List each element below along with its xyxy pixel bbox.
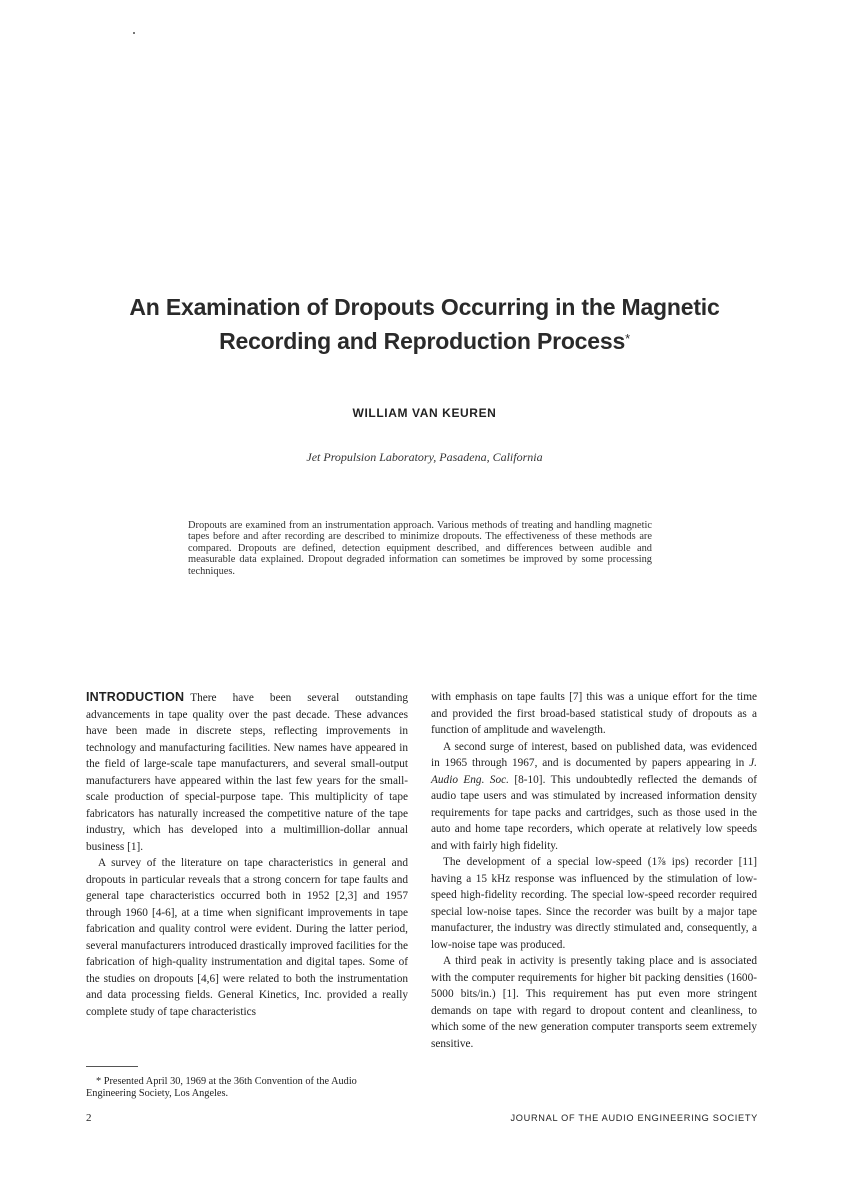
paragraph-1-text: There have been several outstanding advancements in tape quality over the past decade. These advances have been made in discrete steps, reflecting improvements in technology and manufacturing facilities. New names have appeared in the field of large-scale tape manufacturers, and several small-output manufacturers have appeared within the last few years for the small-scale production of special-purpose tape. This multiplicity of tape fabricators has naturally increased the competitive nature of the tape industry, which has developed into a multimillion-dollar annual business [1]. bbox=[86, 692, 408, 853]
journal-citation: J. Audio Eng. Soc. bbox=[431, 757, 757, 786]
footnote: * Presented April 30, 1969 at the 36th Convention of the Audio Engineering Society, Los Angeles. bbox=[86, 1076, 357, 1099]
author-name: WILLIAM VAN KEUREN bbox=[352, 406, 497, 420]
scan-speck bbox=[133, 32, 135, 34]
page-number: 2 bbox=[86, 1112, 92, 1124]
paragraph-6: A third peak in activity is presently taking place and is associated with the computer requirements for higher bit packing densities (1600-5000 bits/in.) [1]. This requirement has put even more stringent demands on tape with regard to dropout content and cleanliness, to which some of the new generation computer transports seem extremely sensitive. bbox=[431, 955, 757, 1050]
abstract: Dropouts are examined from an instrumentation approach. Various methods of treating and handling magnetic tapes before and after recording are described to minimize dropouts. The effectiveness of these methods are compared. Dropouts are defined, detection equipment described, and differences between audible and measurable data explained. Dropout degraded information can sometimes be improved by some processing techniques. bbox=[188, 520, 652, 577]
title-line-1: An Examination of Dropouts Occurring in the Magnetic bbox=[129, 294, 720, 320]
body-column-left bbox=[86, 689, 408, 1020]
paragraph-4 bbox=[431, 739, 757, 855]
paper-title bbox=[40, 290, 809, 358]
paragraph-3: with emphasis on tape faults [7] this was a unique effort for the time and provided the first broad-based statistical study of dropouts as a function of amplitude and wavelength. bbox=[431, 691, 757, 736]
title-footnote-mark: * bbox=[625, 331, 630, 346]
footnote-rule bbox=[86, 1066, 138, 1067]
author-affiliation: Jet Propulsion Laboratory, Pasadena, California bbox=[306, 450, 543, 464]
body-column-right bbox=[431, 689, 757, 1052]
section-heading: INTRODUCTION bbox=[86, 690, 185, 704]
paragraph-4-text-a: A second surge of interest, based on published data, was evidenced in 1965 through 1967, and is documented by papers appearing in bbox=[431, 740, 757, 769]
paragraph-4-text-b: [8-10]. This undoubtedly reflected the demands of audio tape users and was stimulated by increased information density requirements for tape packs and cartridges, such as those used in the auto and home tape recorders, which operate at relatively low speeds and with fairly high fidelity. bbox=[431, 773, 757, 852]
journal-footer: JOURNAL OF THE AUDIO ENGINEERING SOCIETY bbox=[510, 1113, 758, 1123]
paragraph-introduction bbox=[86, 689, 408, 855]
title-line-2 bbox=[40, 324, 809, 358]
paragraph-5: The development of a special low-speed (1⅞ ips) recorder [11] having a 15 kHz response was influenced by the stimulation of low-speed high-fidelity recording. The special low-speed recorder required special low-noise tapes. Since the recorder was built by a major tape manufacturer, the industry was directly stimulated and, consequently, a low-noise tape was produced. bbox=[431, 856, 757, 951]
paragraph-2: A survey of the literature on tape characteristics in general and dropouts in particular reveals that a strong concern for tape faults and general tape characteristics occurred both in 1952 [2,3] and 1957 through 1960 [4-6], at a time when significant improvements in tape fabrication and quality control were evident. During the latter period, several manufacturers introduced drastically improved facilities for the fabrication of high-quality instrumentation and digital tapes. Some of the studies on dropouts [4,6] were related to both the instrumentation and data processing fields. General Kinetics, Inc. provided a really complete study of tape characteristics bbox=[86, 857, 408, 1018]
title-line-2-text: Recording and Reproduction Process bbox=[219, 328, 626, 354]
